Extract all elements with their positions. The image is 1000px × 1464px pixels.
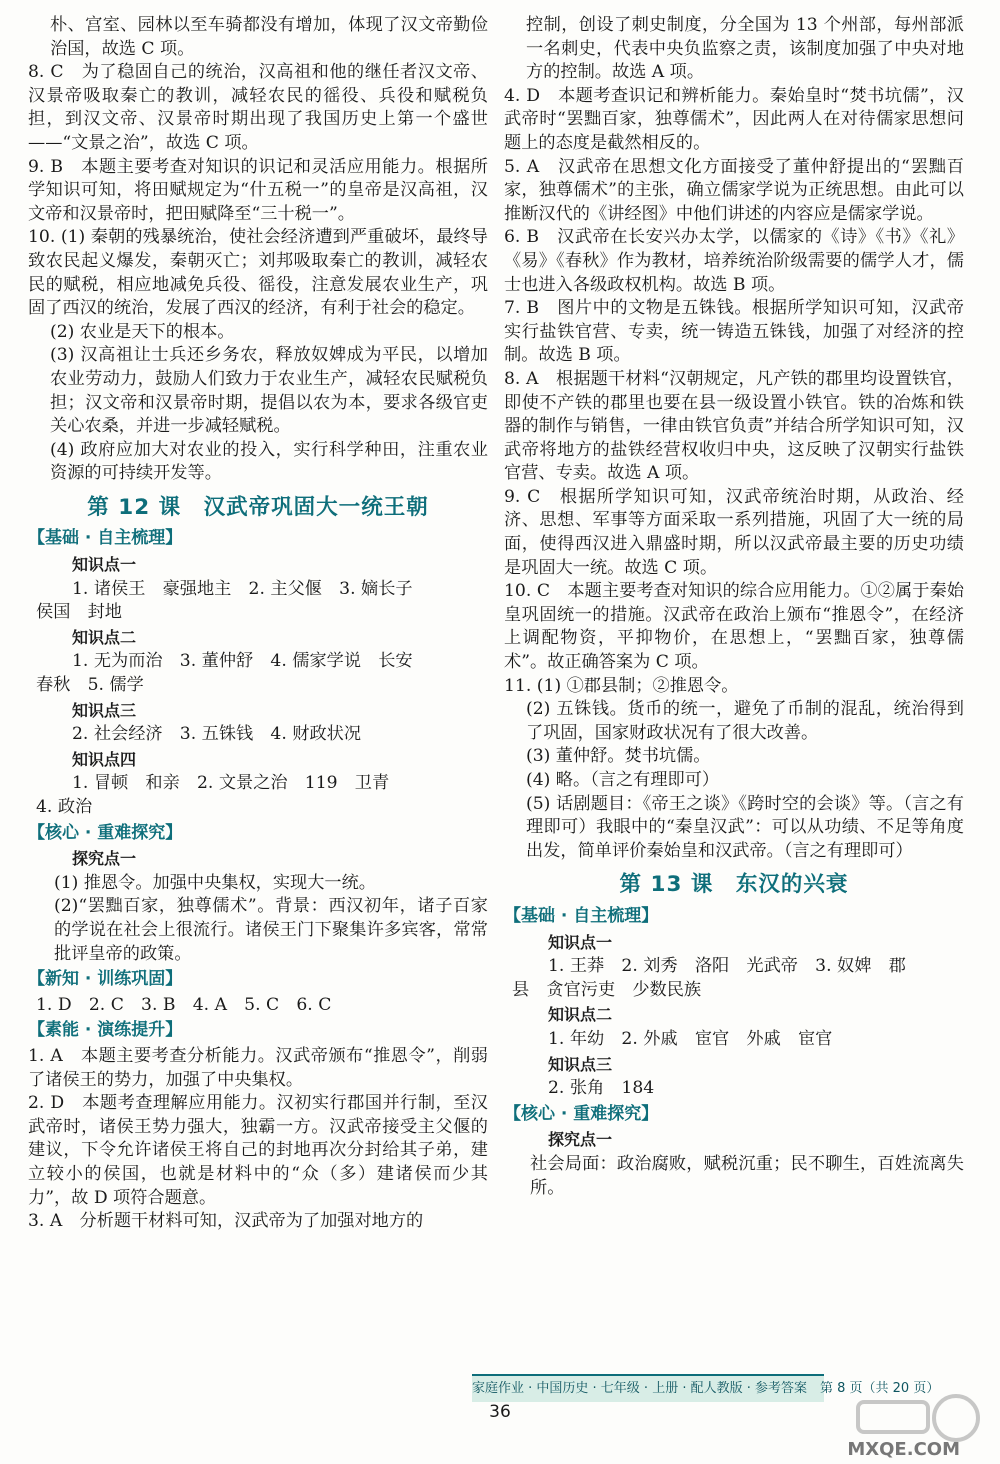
section-heading: 【新知 · 训练巩固】 [28,969,183,990]
answer-paragraph: (3) 汉高祖让士兵还乡务农，释放奴婢成为平民，以增加农业劳动力，鼓励人们致力于农业生产，减轻农民赋税负担；汉文帝和汉景帝时期，提倡以农为本，要求各级官吏关心农桑，并进一步减轻赋税。 [50,345,488,437]
knowledge-point-heading: 知识点二 [548,1005,613,1025]
knowledge-point-heading: 知识点一 [548,932,613,952]
answer-paragraph: 10. (1) 秦朝的残暴统治，使社会经济遭到严重破坏，最终导致农民起义爆发，秦朝灭亡；刘邦吸取秦亡的教训，减轻农民的赋税，相应地减免兵役、徭役，注意发展农业生产，巩固了西汉的统治，发展了西汉的经济，有利于社会的稳定。 [28,227,488,319]
answer-paragraph: 春秋 5. 儒学 [36,675,144,696]
answer-paragraph: 1. 诸侯王 豪强地主 2. 主父偃 3. 嫡长子 [72,578,413,599]
answer-paragraph: 2. 社会经济 3. 五铢钱 4. 财政状况 [72,724,362,745]
answer-paragraph: 4. D 本题考查识记和辨析能力。秦始皇时“焚书坑儒”，汉武帝时“罢黜百家，独尊儒术”，因此两人在对待儒家思想问题上的态度是截然相反的。 [504,85,964,153]
section-heading: 【素能 · 演练提升】 [28,1020,183,1041]
section-heading: 【基础 · 自主梳理】 [504,905,659,926]
footer-bar: 家庭作业 · 中国历史 · 七年级 · 上册 · 配人教版 · 参考答案 第 8 页（共 20 页） [472,1374,824,1402]
answer-paragraph: 县 贪官污吏 少数民族 [512,979,702,1000]
answer-paragraph: 9. C 根据所学知识可知，汉武帝统治时期，从政治、经济、思想、军事等方面采取一系列措施，巩固了大一统的局面，使得西汉进入鼎盛时期，所以汉武帝最主要的历史功绩是巩固大一统。故选 C 项。 [504,486,964,578]
answer-paragraph: (2) 五铢钱。货币的统一，避免了币制的混乱，统治得到了巩固，国家财政状况有了很大改善。 [526,699,964,743]
knowledge-point-heading: 知识点三 [72,700,137,720]
section-heading: 【核心 · 重难探究】 [504,1103,659,1124]
page-number: 36 [489,1402,511,1422]
knowledge-point-heading: 探究点一 [72,849,137,869]
answer-paragraph: 11. (1) ①郡县制；②推恩令。 [504,675,739,696]
answer-paragraph: (2) 农业是天下的根本。 [50,321,235,342]
answer-paragraph: 2. 张角 184 [548,1078,655,1099]
answer-paragraph: 1. 冒顿 和亲 2. 文景之治 119 卫青 [72,773,390,794]
answer-paragraph: (1) 推恩令。加强中央集权，实现大一统。 [54,872,376,893]
answer-paragraph: 1. 王莽 2. 刘秀 洛阳 光武帝 3. 奴婢 郡 [548,956,906,977]
answer-paragraph: 6. B 汉武帝在长安兴办太学，以儒家的《诗》《书》《礼》《易》《春秋》作为教材，培养统治阶级需要的儒学人才，儒士也进入各级政权机构。故选 B 项。 [504,227,964,295]
knowledge-point-heading: 知识点四 [72,749,137,769]
section-heading: 【核心 · 重难探究】 [28,822,183,843]
answer-paragraph: 朴、宫室、园林以至车骑都没有增加，体现了汉文帝勤俭治国，故选 C 项。 [50,15,488,59]
lesson-title: 第 12 课 汉武帝巩固大一统王朝 [87,494,429,520]
answer-paragraph: 9. B 本题主要考查对知识的识记和灵活应用能力。根据所学知识可知，将田赋规定为“什五税一”的皇帝是汉高祖，汉文帝和汉景帝时，把田赋降至“三十税一”。 [28,156,488,224]
right-column [504,14,964,1200]
lesson-title: 第 13 课 东汉的兴衰 [619,872,849,898]
answer-paragraph: (2)“罢黜百家，独尊儒术”。背景：西汉初年，诸子百家的学说在社会上很流行。诸侯王门下聚集许多宾客，常常批评皇帝的政策。 [54,896,488,964]
answer-paragraph: (4) 略。（言之有理即可） [526,770,720,790]
answer-paragraph: (5) 话剧题目：《帝王之谈》《跨时空的会谈》等。（言之有理即可）我眼中的“秦皇汉武”：可以从功绩、不足等角度出发，简单评价秦始皇和汉武帝。（言之有理即可） [526,793,964,861]
answer-paragraph: 2. D 本题考查理解应用能力。汉初实行郡国并行制，至汉武帝时，诸侯王势力强大，独霸一方。汉武帝接受主父偃的建议，下令允许诸侯王将自己的封地再次分封给其子弟，建立较小的侯国，也就是材料中的“众（多）建诸侯而少其力”，故 D 项符合题意。 [28,1093,488,1208]
knowledge-point-heading: 知识点一 [72,555,137,575]
answer-paragraph: (3) 董仲舒。焚书坑儒。 [526,746,711,767]
answer-paragraph: 1. 无为而治 3. 董仲舒 4. 儒家学说 长安 [72,651,413,672]
answer-paragraph: 控制，创设了刺史制度，分全国为 13 个州部，每州部派一名刺史，代表中央负监察之责，该制度加强了中央对地方的控制。故选 A 项。 [526,15,964,83]
answer-paragraph: 5. A 汉武帝在思想文化方面接受了董仲舒提出的“罢黜百家，独尊儒术”的主张，确立儒家学说为正统思想。由此可以推断汉代的《讲经图》中他们讲述的内容应是儒家学说。 [504,156,964,224]
answer-paragraph: 8. A 根据题干材料“汉朝规定，凡产铁的郡里均设置铁官，即使不产铁的郡里也要在县一级设置小铁官。铁的冶炼和铁器的制作与销售，一律由铁官负责”并结合所学知识可知，汉武帝将地方的盐铁经营权收归中央，这反映了汉朝实行盐铁官营、专卖。故选 A 项。 [504,368,964,484]
answer-paragraph: 3. A 分析题干材料可知，汉武帝为了加强对地方的 [28,1211,424,1232]
answer-paragraph: 10. C 本题主要考查对知识的综合应用能力。①②属于秦始皇巩固统一的措施。汉武帝在政治上颁布“推恩令”，在经济上调配物资，平抑物价，在思想上，“罢黜百家，独尊儒术”。故正确答案为 C 项。 [504,581,964,673]
answer-paragraph: 4. 政治 [36,797,93,817]
watermark-text: MXQE.COM [847,1439,960,1460]
section-heading: 【基础 · 自主梳理】 [28,528,183,549]
answer-paragraph: 1. 年幼 2. 外戚 宦官 外戚 宦官 [548,1028,833,1049]
answer-paragraph: 8. C 为了稳固自己的统治，汉高祖和他的继任者汉文帝、汉景帝吸取秦亡的教训，减轻农民的徭役、兵役和赋税负担，到汉文帝、汉景帝时期出现了我国历史上第一个盛世——“文景之治”，故选 C 项。 [28,62,488,153]
answer-paragraph: 1. A 本题主要考查分析能力。汉武帝颁布“推恩令”，削弱了诸侯王的势力，加强了中央集权。 [28,1045,488,1090]
answer-paragraph: 7. B 图片中的文物是五铢钱。根据所学知识可知，汉武帝实行盐铁官营、专卖，统一铸造五铢钱，加强了对经济的控制。故选 B 项。 [504,298,964,366]
left-column [28,14,488,1234]
answer-paragraph: 1. D 2. C 3. B 4. A 5. C 6. C [36,994,332,1015]
answer-paragraph: 侯国 封地 [36,602,122,623]
knowledge-point-heading: 知识点三 [548,1054,613,1074]
answer-paragraph: 社会局面：政治腐败，赋税沉重；民不聊生，百姓流离失所。 [530,1153,964,1198]
knowledge-point-heading: 知识点二 [72,627,137,647]
knowledge-point-heading: 探究点一 [548,1130,613,1150]
answer-paragraph: (4) 政府应加大对农业的投入，实行科学种田，注重农业资源的可持续开发等。 [50,439,488,484]
